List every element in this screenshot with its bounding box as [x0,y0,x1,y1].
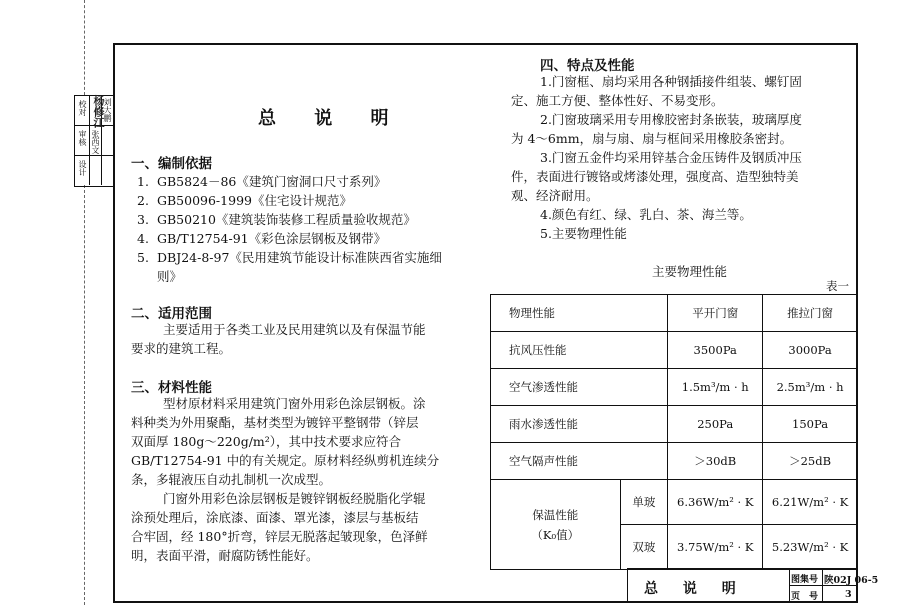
table-cell: 抗风压性能 [491,332,668,369]
signature: 杨修江 [92,95,105,128]
page-title: 总 说 明 [258,108,405,129]
paragraph-line: 2.门窗玻璃采用专用橡胶密封条嵌装，玻璃厚度 [540,112,802,127]
paragraph-line: 件，表面进行镀铬或烤漆处理，强度高、造型独特美 [511,169,799,184]
paragraph-line: 合牢固，经 180°折弯，锌层无脱落起皱现象，色泽鲜 [131,529,428,544]
table-cell: 雨水渗透性能 [491,406,668,443]
table-header-cell: 物理性能 [491,295,668,332]
table-row [491,369,858,406]
paragraph-line: 3.门窗五金件均采用锌基合金压铸件及钢质冲压 [540,150,802,165]
table-row [491,406,858,443]
paragraph-line: GB/T12754-91 中的有关规定。原材料经纵剪机连续分 [131,453,440,468]
list-item: 3. GB50210《建筑装饰装修工程质量验收规范》 [137,212,416,227]
paragraph-line: 4.颜色有红、绿、乳白、茶、海兰等。 [540,207,752,222]
table-header-cell: 平开门窗 [668,295,763,332]
table-cell: 空气渗透性能 [491,369,668,406]
atlas-number-label: 图集号 [791,575,819,585]
paragraph-line: 5.主要物理性能 [540,226,627,241]
table-cell: 3.75W/m² · K [668,525,763,570]
paragraph-line: 定、施工方便、整体性好、不易变形。 [511,93,724,108]
paragraph-line: 双面厚 180g～220g/m²），其中技术要求应符合 [131,434,402,449]
paragraph-line: 明，表面平滑，耐腐防锈性能好。 [131,548,319,563]
paragraph-line: 观、经济耐用。 [511,188,599,203]
table-cell: 双玻 [620,525,668,570]
list-item: 5. DBJ24-8-97《民用建筑节能设计标准陕西省实施细 [137,250,442,265]
binding-name: 刘大鹏 [103,98,112,122]
table-caption: 主要物理性能 [652,264,728,279]
binding-dash-bottom [84,185,86,605]
paragraph-line: 门窗外用彩色涂层钢板是镀锌钢板经脱脂化学辊 [163,491,426,506]
table-number: 表一 [826,279,849,293]
paragraph-line: 条，多辊液压自动扎制机一次成型。 [131,472,332,487]
table-cell: 单玻 [620,480,668,525]
table-cell: ＞25dB [763,443,858,480]
paragraph-line: 1.门窗框、扇均采用各种钢插接件组装、螺钉固 [540,74,802,89]
title-block-name: 总 说 明 [644,581,746,597]
table-cell: 6.36W/m² · K [668,480,763,525]
atlas-number-value: 陕02J 06-5 [824,575,879,586]
table-row [491,332,858,369]
paragraph-line: 涂预处理后，涂底漆、面漆、罩光漆，漆层与基板结 [131,510,419,525]
list-item: 则》 [157,269,183,284]
table-header-cell: 推拉门窗 [763,295,858,332]
physical-properties-table [490,294,858,570]
list-item: 1. GB5824－86《建筑门窗洞口尺寸系列》 [137,174,387,189]
paragraph-line: 要求的建筑工程。 [131,341,232,356]
table-cell: 3500Pa [668,332,763,369]
table-cell: 2.5m³/m · h [763,369,858,406]
page-number-value: 3 [845,589,852,600]
list-item: 2. GB50096-1999《住宅设计规范》 [137,193,352,208]
insulation-label: 保温性能 [532,507,579,522]
page-number-label: 页 号 [791,592,819,602]
insulation-sublabel: （K₀值） [531,527,580,542]
table-cell: 1.5m³/m · h [668,369,763,406]
section-heading: 三、材料性能 [131,380,212,396]
table-cell: 5.23W/m² · K [763,525,858,570]
paragraph-line: 型材原材料采用建筑门窗外用彩色涂层钢板。涂 [163,396,426,411]
binding-dash-top [84,0,86,95]
table-cell: 空气隔声性能 [491,443,668,480]
binding-name: 张西文 [91,130,100,154]
binding-divider [74,155,113,156]
table-cell: ＞30dB [668,443,763,480]
table-row [491,480,858,525]
table-cell: 150Pa [763,406,858,443]
binding-cell-label: 审核 [78,130,87,146]
table-row [491,443,858,480]
table-cell: 6.21W/m² · K [763,480,858,525]
paragraph-line: 为 4～6mm，扇与扇、扇与框间采用橡胶条密封。 [511,131,793,146]
table-header-row [491,295,858,332]
list-item: 4. GB/T12754-91《彩色涂层钢板及钢带》 [137,231,387,246]
table-cell: 250Pa [668,406,763,443]
section-heading: 四、特点及性能 [540,58,635,74]
binding-cell-label: 设计 [78,160,87,176]
binding-cell-label: 校对 [78,100,87,116]
table-cell [491,480,621,570]
section-heading: 一、编制依据 [131,156,212,172]
paragraph-line: 主要适用于各类工业及民用建筑以及有保温节能 [163,322,426,337]
table-cell: 3000Pa [763,332,858,369]
paragraph-line: 料种类为外用聚酯，基材类型为镀锌平整钢带（锌层 [131,415,419,430]
section-heading: 二、适用范围 [131,306,212,322]
